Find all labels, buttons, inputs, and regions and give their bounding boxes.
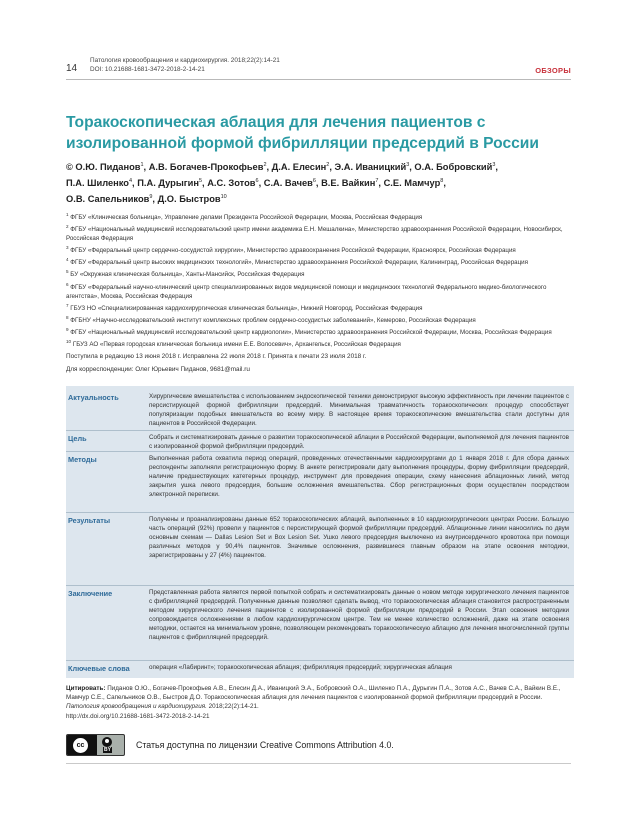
author: А.С. Зотов$^6$,: [207, 178, 264, 189]
affiliation: $^8$ ФГБНУ «Научно-исследовательский институт комплексных проблем сердечно-сосудистых заболеваний», Кемерово, Российская Федерация: [66, 314, 476, 324]
section-divider: [66, 585, 574, 586]
author: П.А. Шиленко$^4$,: [66, 178, 138, 189]
by-label: BY: [104, 747, 111, 753]
author: С.А. Вачев$^6$,: [263, 178, 322, 189]
author: П.А. Дурыгин$^5$,: [137, 178, 208, 189]
license-footer: [66, 734, 571, 760]
section-divider: [66, 451, 574, 452]
citation-doi-link[interactable]: http://dx.doi.org/10.21688-1681-3472-2018-2-14-21: [66, 712, 210, 720]
abstract-text: операция «Лабиринт»; торакоскопическая аблация; фибрилляция предсердий; хирургическая аблация: [149, 664, 452, 671]
affiliation: $^6$ ФГБУ «Федеральный научно-клинический центр специализированных видов медицинской помощи и медицинских технологий Федерального медико-биологического агентства», Москва, Российская Федерация: [66, 281, 547, 300]
citation-authors: Пиданов О.Ю., Богачев-Прокофьев А.В., Елесин Д.А., Иваницкий Э.А., Бобровский О.А., Шиленко П.А., Дурыгин П.А., Зотов А.С., Вачев С.А., Вайкин В.Е., Мамчур С.Е., Сапельников О.В., Быстров Д.О. Торакоскопическая аблация для лечения пациентов с изолированной формой фибрилляции предсердий в России.: [66, 685, 561, 702]
abstract-label: Цель: [68, 434, 87, 443]
section-label: ОБЗОРЫ: [535, 66, 571, 75]
header-divider: [66, 79, 571, 80]
license-text: Статья доступна по лицензии Creative Commons Attribution 4.0.: [136, 740, 394, 750]
abstract-text: Хирургические вмешательства с использованием эндоскопической техники демонстрируют высокую эффективность при лечении пациентов с персистирующей формой фибрилляции предсердий. Минимальная травматичность торакоскопических процедур способствует популяризации подобных вмешательств во всему миру. В настоящее время торакоскопические вмешательства стали доступны для пациентов в Российской Федерации.: [149, 393, 569, 428]
author: Д.О. Быстров$^{10}$: [157, 194, 227, 205]
cc-logo-icon: cc: [72, 737, 89, 754]
affiliation: $^5$ БУ «Окружная клиническая больница», Ханты-Мансийск, Российская Федерация: [66, 269, 305, 279]
abstract-label: Методы: [68, 455, 97, 464]
affiliation: $^9$ ФГБУ «Национальный медицинский исследовательский центр кардиологии», Министерство здравоохранения Российской Федерации, Москва, Российская Федерация: [66, 326, 552, 337]
running-header: [66, 53, 571, 83]
citation-label: Цитировать:: [66, 685, 106, 692]
abstract-label: Актуальность: [68, 393, 119, 402]
cc-by-badge[interactable]: [66, 734, 125, 756]
citation-tail: 2018;22(2):14-21.: [206, 703, 259, 711]
abstract-text: Представленная работа является первой попыткой собрать и систематизировать данные о новом методе хирургического лечения пациентов с фибрилляцией предсердий. Полученные данные позволяют сделать вывод, что торакоскопическая аблация становится распространенным методом хирургического лечения пациентов с изолированной формой фибрилляции предсердий в России. Этап освоения методики сопровождается осложнениями в любом кардиохирургическом центре. Тем не менее количество осложнений, даже на этапе освоения методики, остается на минимальном уровне, позволяющем рекомендовать торакоскопическую аблацию для лечения многочисленной группы пациентов с фибрилляцией предсердий.: [149, 589, 569, 642]
author: Д.А. Елесин$^2$,: [271, 162, 335, 173]
abstract-text: Получены и проанализированы данные 652 торакоскопических аблаций, выполненных в 10 кардиохирургических центрах России. Большую часть операций (92%) провели у пациентов с персистирующей формой фибрилляции предсердий. Аблационные линии наносились по двум основным схемам — Dallas Lesion Set и Box Lesion Set. Ушко левого предсердия выключено из внутрисердечного кровотока при помощи различных методов у 90,4% пациентов. Значимые осложнения, развившиеся главным образом на этапе освоения методики, зарегистрированы у 27 (4%) пациентов.: [149, 516, 569, 560]
citation-journal: Патология кровообращения и кардиохирургия.: [66, 703, 207, 711]
author: О.В. Сапельников$^9$,: [66, 194, 158, 205]
page-number: 14: [66, 63, 78, 74]
citation-block: [66, 684, 576, 721]
abstract-label: Ключевые слова: [68, 664, 130, 673]
abstract-text: Собрать и систематизировать данные о развитии торакоскопической аблации в Российской Федерации, выполняемой для лечения пациентов с изолированной формой фибрилляции предсердий.: [149, 434, 569, 451]
abstract-label: Заключение: [68, 589, 113, 598]
author: © О.Ю. Пиданов$^1$,: [66, 162, 149, 173]
attribution-person-icon: [102, 737, 112, 747]
abstract-text: Выполненная работа охватила период операций, проведенных отечественными кардиохирургами до 1 января 2018 г. Для сбора данных респонденты заполняли регистрационную форму. В анкете регистрировали дату выполнения процедуры, форму фибрилляции предсердий, наличие предшествующих катетерных процедур, инструмент для проведения операции, схему нанесения аблационных линий, метод закрытия ушка левого предсердия, большие осложнения вмешательства. Сбор регистрационных форм осуществлен посредством электронной переписки.: [149, 455, 569, 499]
affiliation: $^4$ ФГБУ «Федеральный центр высоких медицинских технологий», Министерство здравоохранения Российской Федерации, Калининград, Российская Федерация: [66, 257, 528, 267]
author-list: [66, 158, 576, 206]
abstract-box: [66, 386, 574, 678]
author: С.Е. Мамчур$^8$,: [383, 178, 446, 189]
section-divider: [66, 430, 574, 431]
affiliation: $^1$ ФГБУ «Клиническая больница», Управление делами Президента Российской Федерации, Москва, Российская Федерация: [66, 212, 423, 222]
author: Э.А. Иваницкий$^3$,: [334, 162, 415, 173]
author: А.В. Богачев-Прокофьев$^2$,: [148, 162, 272, 173]
section-divider: [66, 512, 574, 513]
affiliation: $^3$ ФГБУ «Федеральный центр сердечно-сосудистой хирургии», Министерство здравоохранения Российской Федерации, Красноярск, Российская Федерация: [66, 245, 516, 255]
article-title: Торакоскопическая аблация для лечения пациентов с изолированной формой фибрилляции предсердий в России: [66, 114, 539, 152]
correspondence: Для корреспонденции: Олег Юрьевич Пиданов, 9681@mail.ru: [66, 366, 250, 373]
footer-divider: [66, 763, 571, 764]
author: В.Е. Вайкин$^7$,: [321, 178, 384, 189]
author: О.А. Бобровский$^3$,: [414, 162, 498, 173]
abstract-label: Результаты: [68, 516, 111, 525]
article-dates: Поступила в редакцию 13 июня 2018 г. Исправлена 22 июля 2018 г. Принята к печати 23 июля 2018 г.: [66, 353, 367, 360]
affiliation: $^2$ ФГБУ «Национальный медицинский исследовательский центр имени академика Е.Н. Мешалкина», Министерство здравоохранения Российской Федерации, Новосибирск, Российская Федерация: [66, 224, 563, 243]
journal-line: Патология кровообращения и кардиохирургия. 2018;22(2):14-21: [90, 57, 280, 64]
section-divider: [66, 660, 574, 661]
affiliation-list: [66, 210, 576, 349]
affiliation: $^7$ ГБУЗ НО «Специализированная кардиохирургическая клиническая больница», Нижний Новгород, Российская Федерация: [66, 302, 423, 312]
affiliation: $^{10}$ ГБУЗ АО «Первая городская клиническая больница имени Е.Е. Волосевич», Архангельск, Российская Федерация: [66, 339, 401, 349]
journal-info: [90, 56, 280, 74]
doi-line: DOI: 10.21688-1681-3472-2018-2-14-21: [90, 66, 205, 73]
